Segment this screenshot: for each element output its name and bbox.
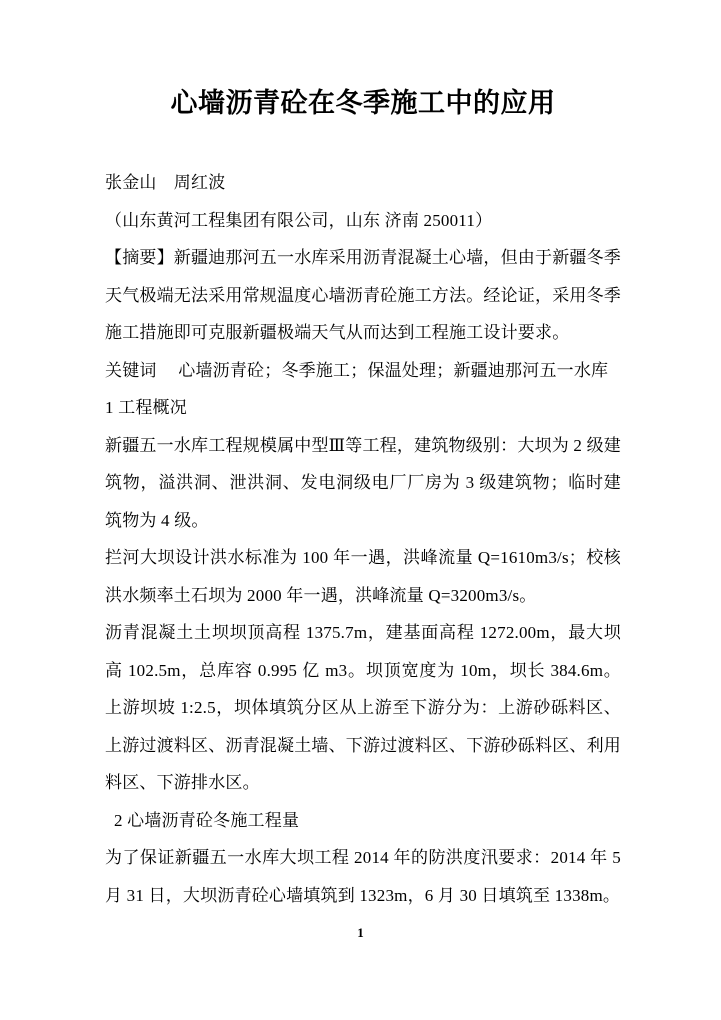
section-1-paragraph-2: 拦河大坝设计洪水标准为 100 年一遇，洪峰流量 Q=1610m3/s；校核洪水频率土石坝为 2000 年一遇，洪峰流量 Q=3200m3/s。: [105, 548, 621, 605]
section-1-paragraph-3: 沥青混凝土土坝坝顶高程 1375.7m，建基面高程 1272.00m，最大坝高 102.5m，总库容 0.995 亿 m3。坝顶宽度为 10m，坝长 384.6m。上游坝坡 1:2.5，坝体填筑分区从上游至下游分为：上游砂砾料区、上游过渡料区、沥青混凝土墙、下游过渡料区、下游砂砾料区、利用料区、下游排水区。: [105, 623, 621, 792]
page-number: 1: [357, 925, 364, 940]
affiliation-line: （山东黄河工程集团有限公司，山东 济南 250011）: [105, 210, 493, 230]
document-title: 心墙沥青砼在冬季施工中的应用: [170, 88, 556, 118]
section-2-heading: 2 心墙沥青砼冬施工程量: [114, 810, 300, 830]
section-1-paragraph-1: 新疆五一水库工程规模属中型Ⅲ等工程，建筑物级别：大坝为 2 级建筑物，溢洪洞、泄洪洞、发电洞级电厂厂房为 3 级建筑物；临时建筑物为 4 级。: [105, 435, 621, 530]
abstract-paragraph: 【摘要】新疆迪那河五一水库采用沥青混凝土心墙，但由于新疆冬季天气极端无法采用常规温度心墙沥青砼施工方法。经论证，采用冬季施工措施即可克服新疆极端天气从而达到工程施工设计要求。: [105, 248, 621, 342]
authors-line: 张金山 周红波: [105, 173, 226, 192]
section-2-paragraph-1: 为了保证新疆五一水库大坝工程 2014 年的防洪度汛要求：2014 年 5 月 31 日，大坝沥青砼心墙填筑到 1323m，6 月 30 日填筑至 1338m。: [105, 848, 621, 905]
keywords-line: 关键词 心墙沥青砼；冬季施工；保温处理；新疆迪那河五一水库: [105, 360, 609, 380]
section-1-heading: 1 工程概况: [105, 398, 187, 417]
